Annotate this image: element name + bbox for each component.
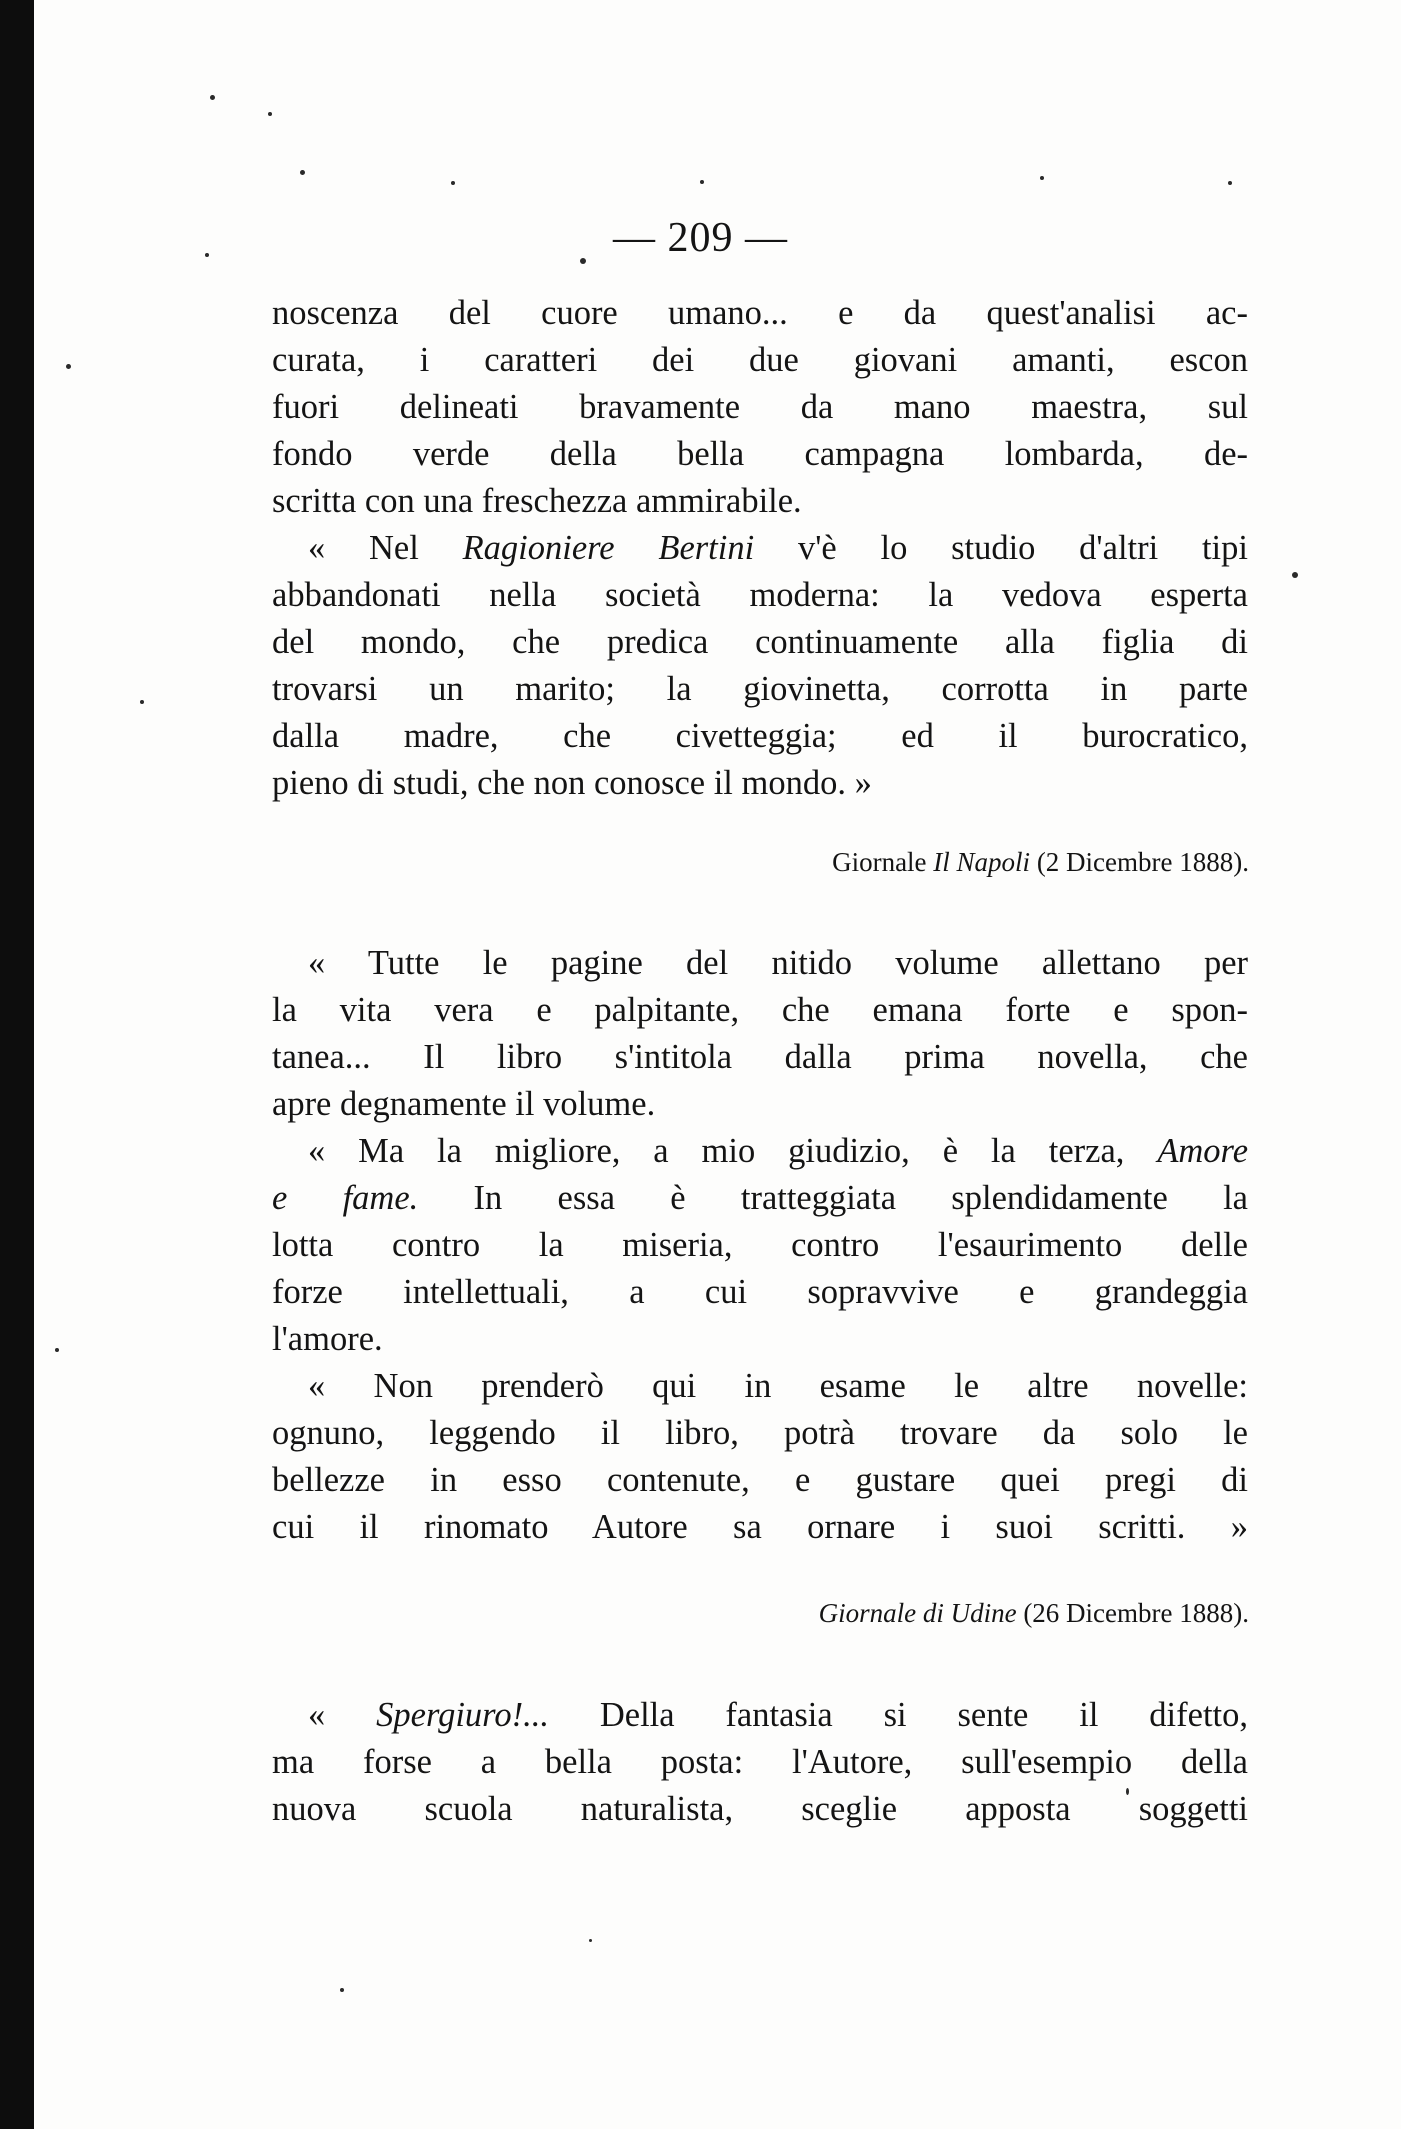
text-line: dalla madre, che civetteggia; ed il burocratico, xyxy=(272,717,1248,755)
text-line: nuova scuola naturalista, sceglie apposta soggetti xyxy=(272,1790,1248,1828)
book-title: e fame. xyxy=(272,1179,419,1217)
text-fragment: « Nel xyxy=(308,529,463,567)
text-line: trovarsi un marito; la giovinetta, corrotta in parte xyxy=(272,670,1248,708)
text-line: fuori delineati bravamente da mano maestra, sul xyxy=(272,388,1248,426)
text-line: noscenza del cuore umano... e da quest'analisi ac- xyxy=(272,294,1248,332)
text-line: pieno di studi, che non conosce il mondo. » xyxy=(272,764,872,802)
review-section-2 xyxy=(272,940,1248,1551)
text-line: « Tutte le pagine del nitido volume allettano per xyxy=(308,944,1248,982)
text-line xyxy=(272,525,1248,572)
source-date: (26 Dicembre 1888). xyxy=(1016,1598,1249,1628)
text-line: curata, i caratteri dei due giovani amanti, escon xyxy=(272,341,1248,379)
book-title: Amore xyxy=(1157,1132,1249,1170)
review-section-3 xyxy=(272,1692,1248,1833)
source-citation xyxy=(819,1596,1249,1630)
scan-speck xyxy=(140,700,144,704)
text-line xyxy=(272,1128,1248,1175)
book-title: Ragioniere Bertini xyxy=(462,529,755,567)
source-citation xyxy=(832,845,1249,879)
scan-speck xyxy=(300,170,305,175)
newspaper-name: Giornale di Udine xyxy=(818,1598,1017,1628)
text-line: la vita vera e palpitante, che emana forte e spon- xyxy=(272,991,1248,1029)
text-line: lotta contro la miseria, contro l'esaurimento delle xyxy=(272,1226,1248,1264)
text-line xyxy=(272,1692,1248,1739)
scan-speck xyxy=(700,180,704,184)
scan-speck xyxy=(66,364,71,369)
text-line: scritta con una freschezza ammirabile. xyxy=(272,482,802,520)
book-title: Spergiuro!... xyxy=(376,1696,549,1734)
source-date: (2 Dicembre 1888). xyxy=(1030,847,1249,877)
text-line: bellezze in esso contenute, e gustare quei pregi di xyxy=(272,1461,1248,1499)
binding-edge xyxy=(0,0,34,2129)
text-line: forze intellettuali, a cui sopravvive e grandeggia xyxy=(272,1273,1248,1311)
review-section-1 xyxy=(272,290,1248,807)
text-line: fondo verde della bella campagna lombarda, de- xyxy=(272,435,1248,473)
text-fragment: In essa è tratteggiata splendidamente la xyxy=(418,1179,1248,1217)
text-line: del mondo, che predica continuamente alla figlia di xyxy=(272,623,1248,661)
scan-speck xyxy=(1040,176,1044,180)
text-line: tanea... Il libro s'intitola dalla prima novella, che xyxy=(272,1038,1248,1076)
text-fragment: « Ma la migliore, a mio giudizio, è la terza, xyxy=(308,1132,1125,1170)
text-line: « Non prenderò qui in esame le altre novelle: xyxy=(308,1367,1248,1405)
scan-speck xyxy=(210,95,215,100)
text-fragment: Della fantasia si sente il difetto, xyxy=(548,1696,1248,1734)
scan-speck xyxy=(1228,181,1232,185)
text-line: ma forse a bella posta: l'Autore, sull'esempio della xyxy=(272,1743,1248,1781)
text-line: apre degnamente il volume. xyxy=(272,1085,656,1123)
scan-speck xyxy=(451,181,455,185)
page-number: — 209 — xyxy=(613,215,788,261)
text-line: cui il rinomato Autore sa ornare i suoi scritti. » xyxy=(272,1508,1248,1546)
text-fragment: v'è lo studio d'altri tipi xyxy=(754,529,1248,567)
newspaper-name: Il Napoli xyxy=(933,847,1031,877)
scan-speck xyxy=(268,112,272,116)
text-fragment: « xyxy=(308,1696,377,1734)
source-prefix: Giornale xyxy=(832,847,934,877)
text-line: abbandonati nella società moderna: la vedova esperta xyxy=(272,576,1248,614)
text-line: l'amore. xyxy=(272,1320,383,1358)
scan-speck xyxy=(1292,572,1298,578)
text-line: ognuno, leggendo il libro, potrà trovare da solo le xyxy=(272,1414,1248,1452)
scan-speck xyxy=(589,1939,592,1942)
text-line xyxy=(272,1175,1248,1222)
scan-speck xyxy=(340,1988,344,1992)
scan-speck xyxy=(55,1348,59,1352)
